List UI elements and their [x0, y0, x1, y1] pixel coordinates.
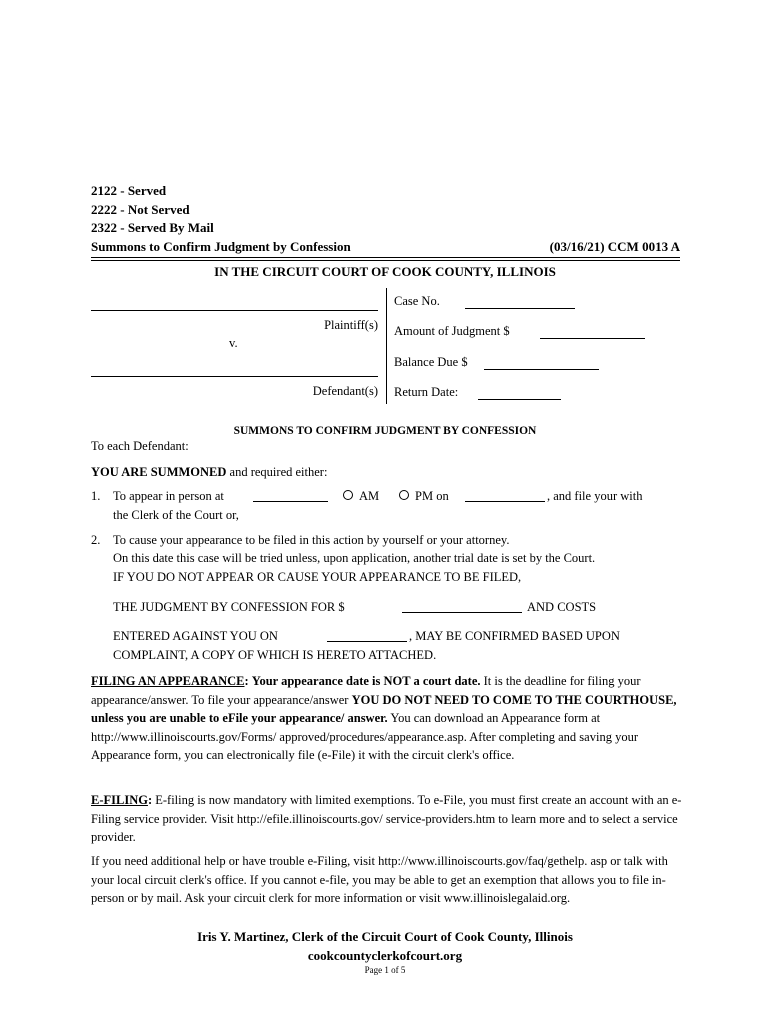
judgment-amount-field[interactable] — [402, 612, 522, 613]
item1-text: To appear in person at — [113, 489, 224, 503]
page-number: Page 1 of 5 — [364, 965, 406, 975]
plaintiff-label: Plaintiff(s) — [324, 318, 378, 332]
code-served: 2122 - Served — [91, 183, 167, 198]
summoned-bold: YOU ARE SUMMONED — [91, 465, 227, 479]
summons-title: SUMMONS TO CONFIRM JUDGMENT BY CONFESSION — [233, 425, 537, 437]
header-rule-bottom — [91, 260, 680, 261]
am-option[interactable] — [343, 489, 379, 504]
item1-number: 1. — [91, 489, 101, 503]
efiling-heading: E-FILING — [91, 793, 148, 807]
form-title: Summons to Confirm Judgment by Confession — [91, 239, 351, 254]
balance-field[interactable] — [484, 369, 599, 370]
appear-on-date-field[interactable] — [465, 501, 545, 502]
item1-line2: the Clerk of the Court or, — [113, 508, 239, 522]
plaintiff-name-line[interactable] — [91, 310, 378, 311]
summoned-rest: and required either: — [229, 465, 328, 479]
return-date-field[interactable] — [478, 399, 561, 400]
entered-date-field[interactable] — [327, 641, 407, 642]
pm-option[interactable] — [399, 489, 449, 504]
filing-bold1: Your appearance date is NOT a court date. — [251, 674, 481, 688]
amount-label: Amount of Judgment $ — [394, 324, 510, 338]
filing-text1: It is the deadline for filing your appearance/answer. To file your appearance/answer — [91, 674, 641, 707]
case-no-field[interactable] — [465, 308, 575, 309]
item2-number: 2. — [91, 533, 101, 547]
item2-line6: COMPLAINT, A COPY OF WHICH IS HERETO ATTACHED. — [113, 648, 437, 662]
am-radio-icon[interactable] — [343, 490, 353, 500]
item1-text-b: , and file your with — [547, 489, 643, 503]
item2-line2: On this date this case will be tried unless, upon application, another trial date is set by the Court. — [113, 551, 596, 565]
clerk-name: Iris Y. Martinez, Clerk of the Circuit Court of Cook County, Illinois — [197, 929, 573, 944]
item2-line1: To cause your appearance to be filed in this action by yourself or your attorney. — [113, 533, 510, 547]
item2-line5a: ENTERED AGAINST YOU ON — [113, 629, 278, 643]
amount-field[interactable] — [540, 338, 645, 339]
help-paragraph: If you need additional help or have trouble e-Filing, visit http://www.illinoiscourts.gov/faq/gethelp. asp or talk with your local circuit clerk's office. If you cannot e-file, you may be able to get an exemption that allows you to file in-person or by mail. Ask your circuit clerk for more information or visit www.illinoislegalaid.org. — [91, 854, 668, 905]
code-not-served: 2222 - Not Served — [91, 202, 190, 217]
efiling-text: E-filing is now mandatory with limited exemptions. To e-File, you must first create an account with an e-Filing service provider. Visit http://efile.illinoiscourts.gov/ service-providers.htm to learn more and to select a service provider. — [91, 793, 682, 844]
pm-radio-icon[interactable] — [399, 490, 409, 500]
court-title: IN THE CIRCUIT COURT OF COOK COUNTY, ILLINOIS — [214, 264, 556, 279]
filing-text2: You can download an Appearance form at http://www.illinoiscourts.gov/Forms/ approved/procedures/appearance.asp. After completing and saving your Appearance form, you can electronically file (e-File) it with the circuit clerk's office. — [91, 711, 638, 762]
pm-label: PM on — [415, 489, 449, 503]
filing-heading: FILING AN APPEARANCE — [91, 674, 245, 688]
item2-line5b: , MAY BE CONFIRMED BASED UPON — [409, 629, 620, 643]
header-rule-top — [91, 257, 680, 258]
item2-line4b: AND COSTS — [527, 600, 597, 614]
am-label: AM — [359, 489, 380, 503]
efiling-paragraph: E-FILING: E-filing is now mandatory with limited exemptions. To e-File, you must first create an account with an e-Filing service provider. Visit http://efile.illinoiscourts.gov/ service-providers.htm to learn more and to select a service provider. — [91, 793, 682, 844]
appear-date-field[interactable] — [253, 501, 328, 502]
form-id: (03/16/21) CCM 0013 A — [549, 239, 680, 254]
versus-label: v. — [229, 336, 238, 350]
defendant-name-line[interactable] — [91, 376, 378, 377]
return-date-label: Return Date: — [394, 385, 459, 399]
clerk-website[interactable]: cookcountyclerkofcourt.org — [307, 948, 463, 963]
item2-line4a: THE JUDGMENT BY CONFESSION FOR $ — [113, 600, 345, 614]
filing-paragraph: FILING AN APPEARANCE: Your appearance date is NOT a court date. It is the deadline for filing your appearance/answer. To file your appearance/answer YOU DO NOT NEED TO COME TO THE COURTHOUSE, unless you are unable to eFile your appearance/ answer. You can download an Appearance form at http://www.illinoiscourts.gov/Forms/ approved/procedures/appearance.asp. After completing and saving your Appearance form, you can electronically file (e-File) it with the circuit clerk's office. — [91, 674, 677, 762]
case-no-label: Case No. — [394, 294, 440, 308]
code-served-by-mail: 2322 - Served By Mail — [91, 220, 214, 235]
greeting: To each Defendant: — [91, 439, 189, 453]
caption-divider — [386, 288, 387, 404]
balance-label: Balance Due $ — [394, 355, 468, 369]
filing-bold2: YOU DO NOT NEED TO COME TO THE COURTHOUSE, unless you are unable to eFile your appearance/ answer. — [91, 692, 677, 725]
summoned-line — [91, 465, 327, 480]
item2-line3: IF YOU DO NOT APPEAR OR CAUSE YOUR APPEARANCE TO BE FILED, — [113, 570, 522, 584]
defendant-label: Defendant(s) — [312, 384, 378, 398]
